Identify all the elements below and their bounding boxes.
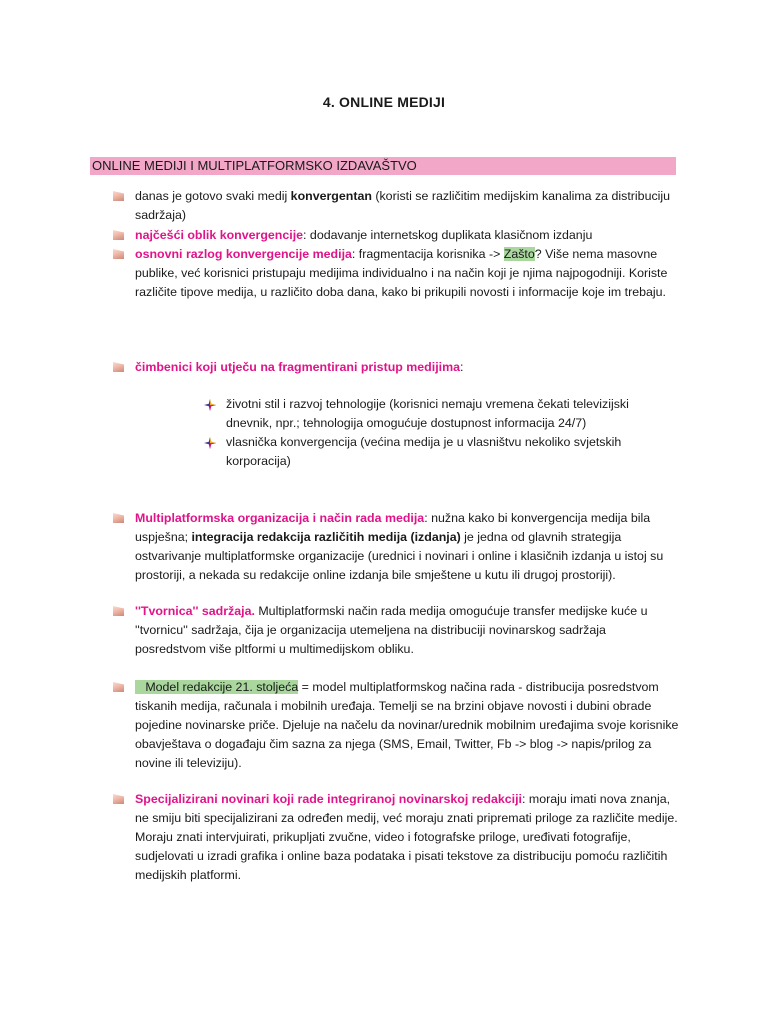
list-item: osnovni razlog konvergencije medija: fragmentacija korisnika -> Zašto? Više nema masovne publike, već korisnici pristupaju medijima individualno i na način koji je njima najpogodniji. Koriste različite tipove medija, u različito doba dana, kako bi prikupili novosti i informacije koje im trebaju. [135,245,680,302]
section-header: ONLINE MEDIJI I MULTIPLATFORMSKO IZDAVAŠTVO [90,157,676,175]
square-bullet-icon [113,249,124,259]
list-item: Model redakcije 21. stoljeća = model multiplatformskog načina rada - distribucija posredstvom tiskanih medija, računala i mobilnih uređaja. Temelji se na brzini objave novosti i dubini obrade pojedine novinarske priče. Djeluje na načelu da novinar/urednik mobilnim uređajima svoje korisnike obavještava o događaju čim sazna za njega (SMS, Email, Twitter, Fb -> blog -> napis/prilog za novine ili televiziju). [135,678,680,773]
highlighted-text: Model redakcije 21. stoljeća [135,680,299,694]
square-bullet-icon [113,682,124,692]
term: Multiplatformska organizacija i način rada medija [135,511,425,525]
list-item: najčešći oblik konvergencije: dodavanje internetskog duplikata klasičnom izdanju [135,226,680,245]
four-point-star-icon [204,437,216,449]
list-item: danas je gotovo svaki medij konvergentan (koristi se različitim medijskim kanalima za distribuciju sadržaja) [135,187,680,225]
sub-list-item: životni stil i razvoj tehnologije (korisnici nemaju vremena čekati televizijski dnevnik, npr.; tehnologija omogućuje dostupnost informacija 24/7) [226,395,666,433]
term: Specijalizirani novinari koji rade integriranoj novinarskoj redakciji [135,792,522,806]
list-item: čimbenici koji utječu na fragmentirani pristup medijima: [135,358,680,377]
square-bullet-icon [113,606,124,616]
list-item: Multiplatformska organizacija i način rada medija: nužna kako bi konvergencija medija bila uspješna; integracija redakcija različitih medija (izdanja) je jedna od glavnih strategija ostvarivanje multiplatformske organizacije (urednici i novinari i online i klasičnih izdanja u istoj su prostoriji, a nekada su redakcije online izdanja bile smještene u kutu ili drugoj prostoriji). [135,509,680,585]
page-title: 4. ONLINE MEDIJI [322,94,446,110]
square-bullet-icon [113,230,124,240]
term: čimbenici koji utječu na fragmentirani pristup medijima [135,360,460,374]
square-bullet-icon [113,191,124,201]
sub-list-item: vlasnička konvergencija (većina medija je u vlasništvu nekoliko svjetskih korporacija) [226,433,666,471]
square-bullet-icon [113,513,124,523]
term: osnovni razlog konvergencije medija [135,247,352,261]
list-item: Specijalizirani novinari koji rade integriranoj novinarskoj redakciji: moraju imati nova znanja, ne smiju biti specijalizirani za određen medij, već moraju znati pripremati priloge za različite medije. Moraju znati intervjuirati, prikupljati zvučne, video i fotografske priloge, uređivati fotografije, sudjelovati u izradi grafika i online baza podataka i pisati tekstove za distribuciju pomoću različitih medijskih platformi. [135,790,680,885]
term: ''Tvornica'' sadržaja. [135,604,255,618]
four-point-star-icon [204,399,216,411]
term: najčešći oblik konvergencije [135,228,304,242]
square-bullet-icon [113,794,124,804]
square-bullet-icon [113,362,124,372]
list-item: ''Tvornica'' sadržaja. Multiplatformski način rada medija omogućuje transfer medijske kuće u ''tvornicu'' sadržaja, čija je organizacija utemeljena na distribuciji novinarskog sadržaja posredstvom više pltformi u multimedijskom obliku. [135,602,680,659]
highlighted-text: Zašto [503,247,535,261]
